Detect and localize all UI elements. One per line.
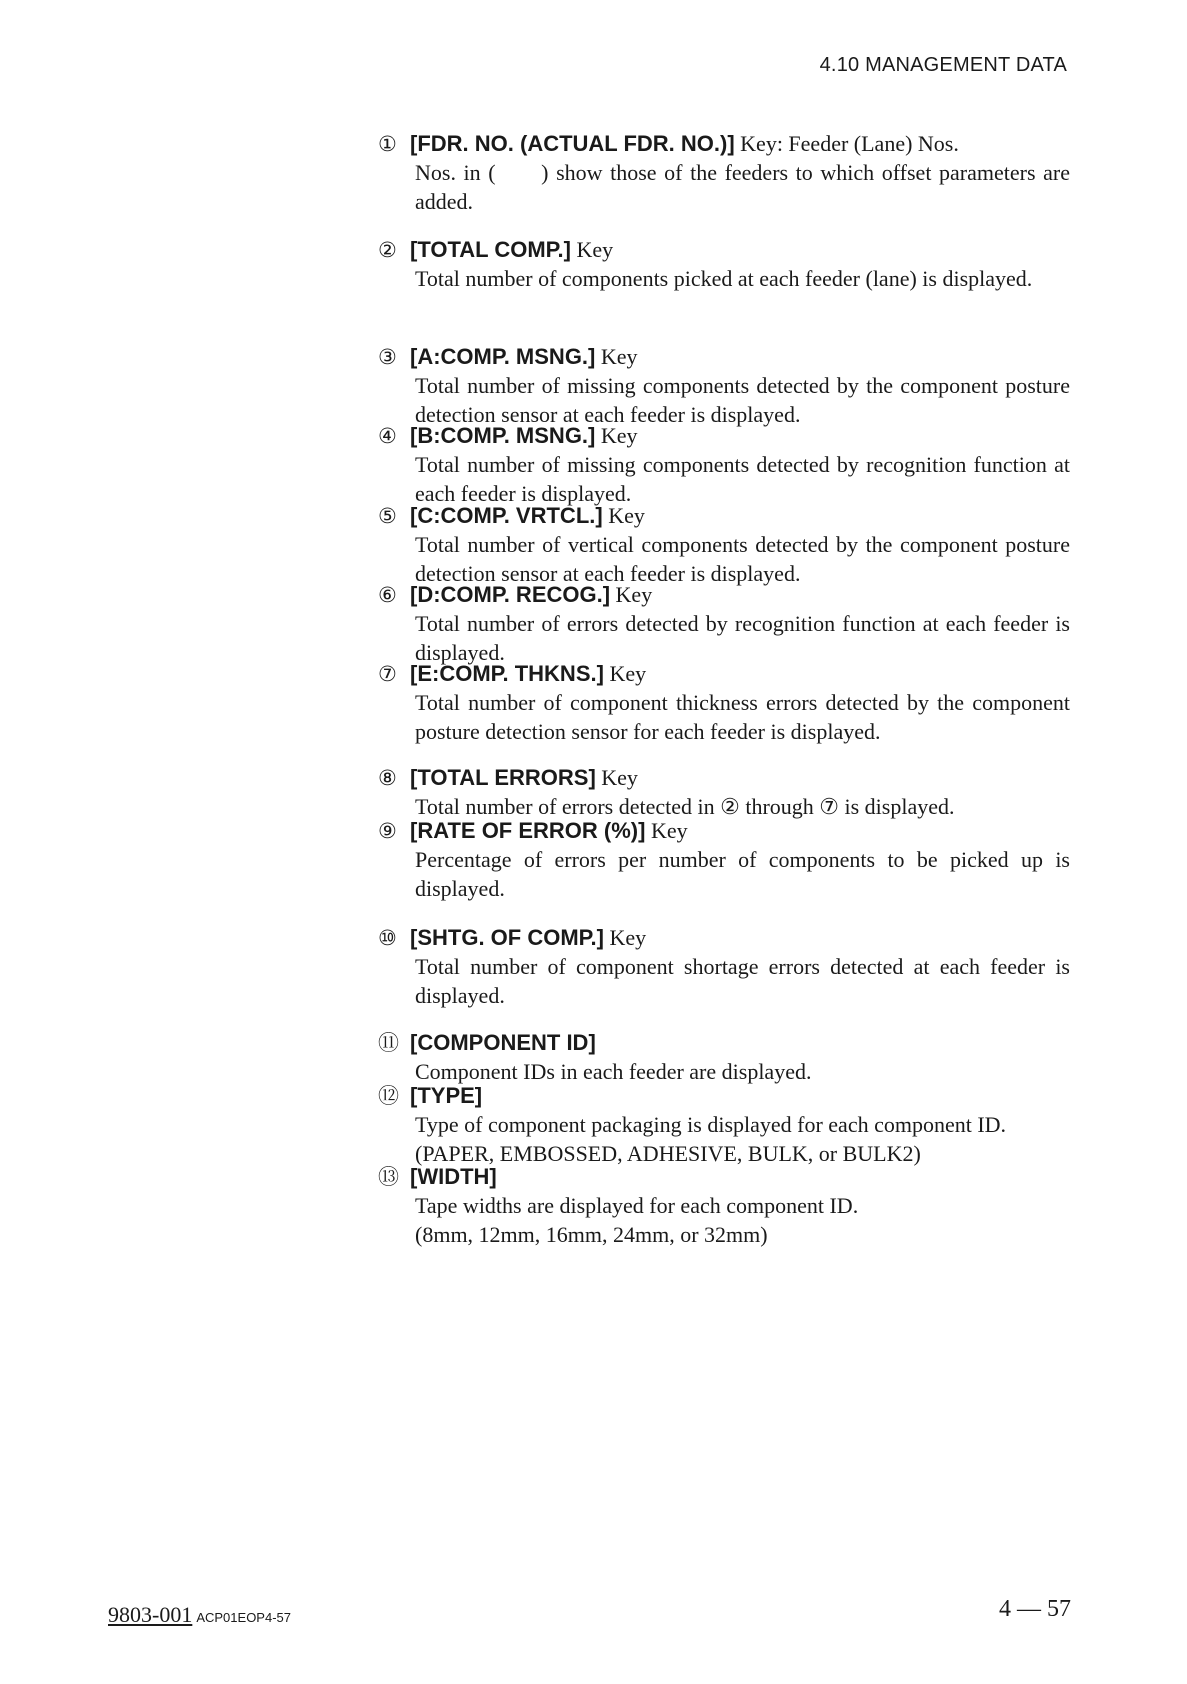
item-description: Nos. in ( ) show those of the feeders to which offset parameters are added. bbox=[415, 160, 1076, 214]
item-rate-of-error bbox=[378, 817, 1070, 903]
key-name: [D:COMP. RECOG.] bbox=[410, 582, 611, 607]
item-number: ⑫ bbox=[378, 1084, 399, 1108]
item-description: Tape widths are displayed for each component ID. bbox=[415, 1193, 859, 1218]
item-description: Total number of component thickness errors detected by the component posture detection sensor for each feeder is displayed. bbox=[415, 690, 1070, 744]
doc-number: 9803-001 bbox=[108, 1602, 193, 1627]
item-number: ⑩ bbox=[378, 926, 397, 950]
item-d-comp-recog bbox=[378, 581, 1070, 667]
page-number: 4 — 57 bbox=[999, 1596, 1071, 1622]
key-suffix: Key bbox=[603, 661, 647, 686]
item-description: Total number of components picked at each feeder (lane) is displayed. bbox=[415, 266, 1033, 291]
key-name: [SHTG. OF COMP.] bbox=[410, 925, 604, 950]
item-description: Total number of missing components detected by the component posture detection sensor at each feeder is displayed. bbox=[415, 373, 1070, 427]
item-fdr-no bbox=[378, 130, 1076, 216]
item-number: ⑦ bbox=[378, 662, 397, 686]
item-number: ⑪ bbox=[378, 1031, 399, 1055]
key-suffix: Key bbox=[595, 765, 638, 790]
item-description: Percentage of errors per number of components to be picked up is displayed. bbox=[415, 847, 1070, 901]
item-number: ④ bbox=[378, 424, 397, 448]
item-description: Type of component packaging is displayed for each component ID. bbox=[415, 1112, 1007, 1137]
key-name: [A:COMP. MSNG.] bbox=[410, 344, 596, 369]
key-name: [WIDTH] bbox=[410, 1164, 497, 1189]
item-component-id bbox=[378, 1029, 1070, 1086]
item-description-options: (PAPER, EMBOSSED, ADHESIVE, BULK, or BULK2) bbox=[415, 1141, 921, 1166]
item-number: ⑧ bbox=[378, 766, 397, 790]
item-total-comp bbox=[378, 236, 1070, 293]
item-width bbox=[378, 1163, 1070, 1249]
key-name: [TOTAL COMP.] bbox=[410, 237, 571, 262]
item-number: ⑨ bbox=[378, 819, 397, 843]
item-description: Total number of component shortage errors detected at each feeder is displayed. bbox=[415, 954, 1070, 1008]
item-e-comp-thkns bbox=[378, 660, 1070, 746]
item-a-comp-msng bbox=[378, 343, 1070, 429]
item-description-options: (8mm, 12mm, 16mm, 24mm, or 32mm) bbox=[415, 1222, 768, 1247]
item-description: Total number of missing components detected by recognition function at each feeder is displayed. bbox=[415, 452, 1070, 506]
item-number: ① bbox=[378, 132, 397, 156]
item-number: ⑥ bbox=[378, 583, 397, 607]
key-suffix: Key bbox=[610, 582, 653, 607]
key-name: [B:COMP. MSNG.] bbox=[410, 423, 596, 448]
item-number: ⑤ bbox=[378, 504, 397, 528]
key-suffix: Key bbox=[595, 423, 638, 448]
item-number: ② bbox=[378, 238, 397, 262]
item-b-comp-msng bbox=[378, 422, 1070, 508]
item-description: Total number of vertical components detected by the component posture detection sensor at each feeder is displayed. bbox=[415, 532, 1070, 586]
key-suffix: Key bbox=[570, 237, 614, 262]
item-shtg-of-comp bbox=[378, 924, 1070, 1010]
key-suffix: Key bbox=[603, 925, 647, 950]
item-total-errors bbox=[378, 764, 1070, 821]
item-description: Total number of errors detected in ② through ⑦ is displayed. bbox=[415, 794, 955, 819]
item-description: Component IDs in each feeder are displayed. bbox=[415, 1059, 812, 1084]
item-type bbox=[378, 1082, 1070, 1168]
section-header: 4.10 MANAGEMENT DATA bbox=[819, 54, 1067, 76]
item-description: Total number of errors detected by recognition function at each feeder is displayed. bbox=[415, 611, 1070, 665]
item-number: ③ bbox=[378, 345, 397, 369]
key-suffix: Key: Feeder (Lane) Nos. bbox=[734, 131, 959, 156]
key-name: [C:COMP. VRTCL.] bbox=[410, 503, 603, 528]
key-name: [TYPE] bbox=[410, 1083, 483, 1108]
key-name: [E:COMP. THKNS.] bbox=[410, 661, 604, 686]
key-suffix: Key bbox=[595, 344, 638, 369]
key-suffix: Key bbox=[602, 503, 645, 528]
key-name: [TOTAL ERRORS] bbox=[410, 765, 596, 790]
footer-document-id bbox=[108, 1602, 291, 1628]
key-name: [RATE OF ERROR (%)] bbox=[410, 818, 646, 843]
item-number: ⑬ bbox=[378, 1165, 399, 1189]
key-suffix: Key bbox=[645, 818, 688, 843]
key-name: [COMPONENT ID] bbox=[410, 1030, 596, 1055]
item-c-comp-vrtcl bbox=[378, 502, 1070, 588]
doc-code: ACP01EOP4-57 bbox=[196, 1610, 291, 1625]
key-name: [FDR. NO. (ACTUAL FDR. NO.)] bbox=[410, 131, 735, 156]
